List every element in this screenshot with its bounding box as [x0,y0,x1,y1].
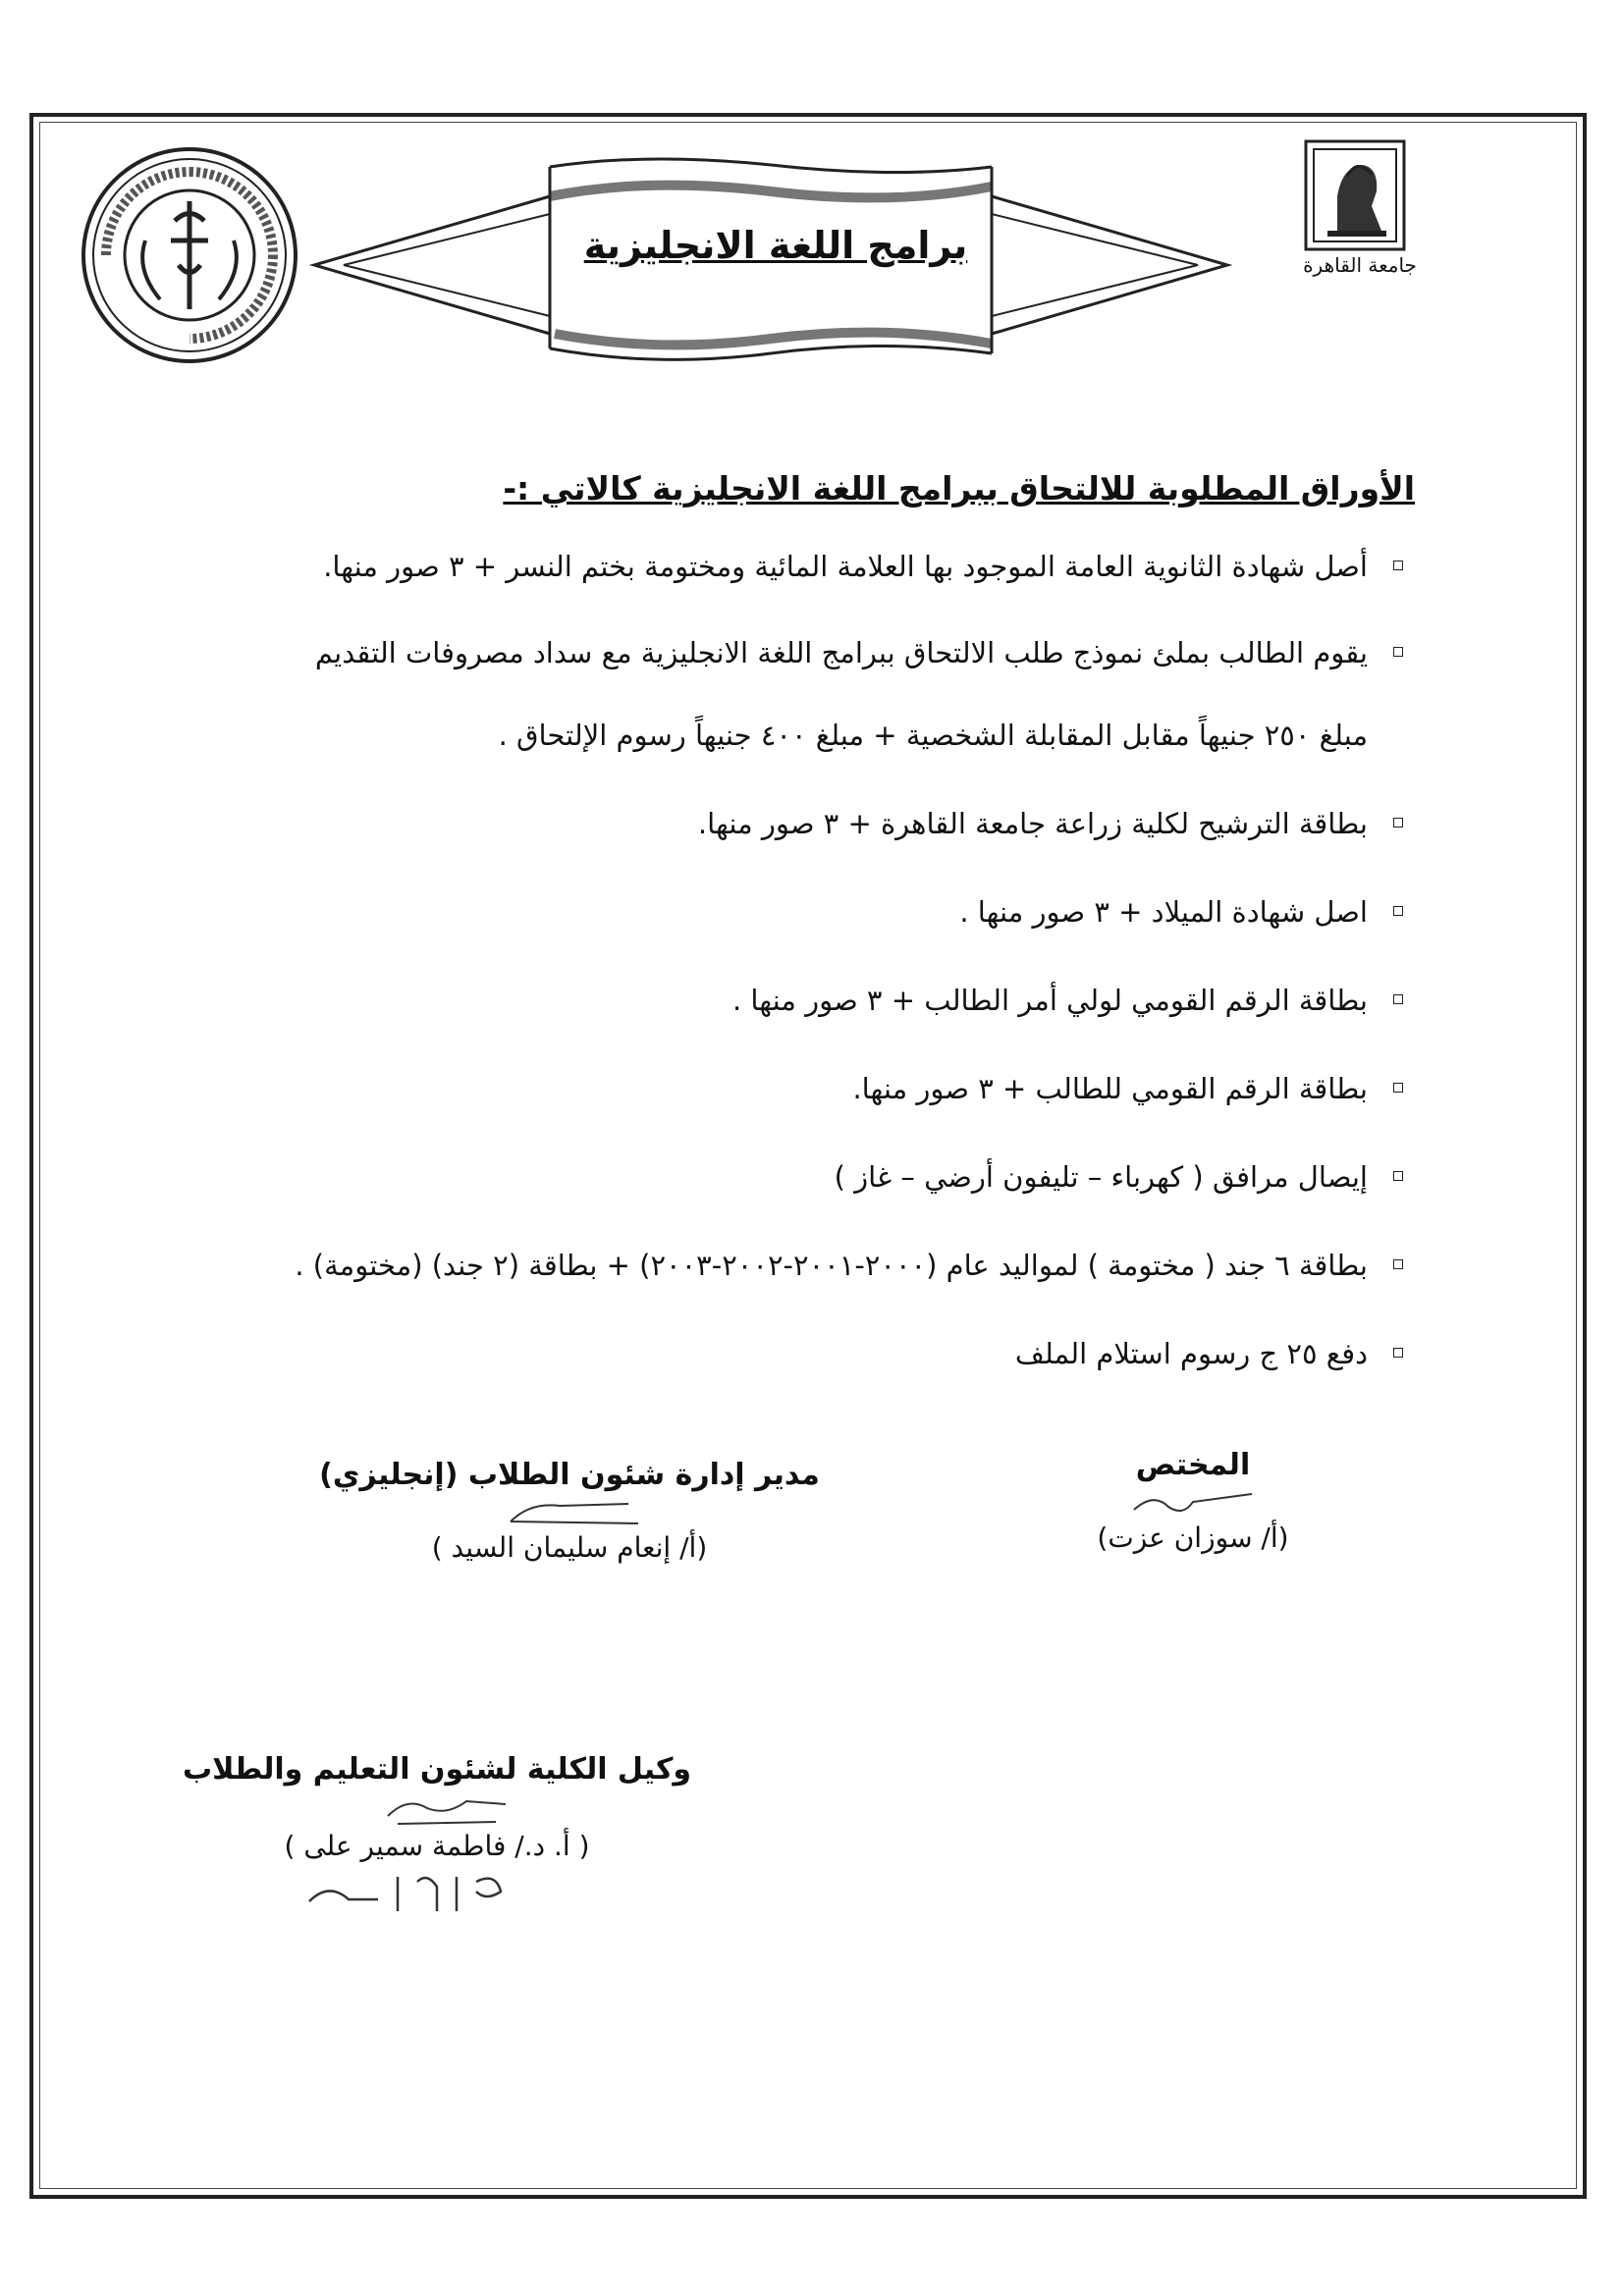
handwritten-date [290,1862,584,1921]
bullet-icon [1393,1259,1403,1269]
logo-caption: جامعة القاهرة [1303,253,1417,277]
bullet-icon [1393,994,1403,1004]
list-item: دفع ٢٥ ج رسوم استلام الملف [83,1332,1368,1375]
director-title: مدير إدارة شئون الطلاب (إنجليزي) [319,1458,820,1492]
list-item: أصل شهادة الثانوية العامة الموجود بها العلامة المائية ومختومة بختم النسر + ٣ صور منها. [83,545,1368,588]
page-title: برامج اللغة الانجليزية [583,224,968,267]
specialist-title: المختص [1135,1448,1251,1482]
bullet-icon [1393,561,1403,570]
specialist-name: (أ/ سوزان عزت) [1097,1522,1289,1554]
bullet-icon [1393,647,1403,657]
requirements-list [83,545,1368,1375]
handwritten-signature [1124,1482,1262,1522]
list-item: بطاقة الرقم القومي لولي أمر الطالب + ٣ صور منها . [83,979,1368,1022]
specialist-signature-block [1070,1448,1316,1554]
director-name: (أ/ إنعام سليمان السيد ) [431,1531,708,1564]
handwritten-signature [358,1787,515,1830]
list-item: اصل شهادة الميلاد + ٣ صور منها . [83,890,1368,934]
director-signature-block [314,1458,825,1564]
list-item: يقوم الطالب بملئ نموذج طلب الالتحاق ببرامج اللغة الانجليزية مع سداد مصروفات التقديم [83,631,1368,674]
bullet-icon [1393,1083,1403,1093]
bullet-icon [1393,818,1403,828]
faculty-seal-logo [77,142,302,368]
bullet-icon [1393,1171,1403,1181]
list-item: بطاقة الرقم القومي للطالب + ٣ صور منها. [83,1067,1368,1110]
vice-dean-name: ( أ. د./ فاطمة سمير على ) [284,1830,590,1862]
list-item-continuation: مبلغ ٢٥٠ جنيهاً مقابل المقابلة الشخصية + مبلغ ٤٠٠ جنيهاً رسوم الإلتحاق . [498,719,1368,752]
list-item: بطاقة الترشيح لكلية زراعة جامعة القاهرة + ٣ صور منها. [83,802,1368,845]
handwritten-signature [491,1492,648,1531]
bullet-icon [1393,1348,1403,1358]
list-item: بطاقة ٦ جند ( مختومة ) لمواليد عام (٢٠٠٠-٢٠٠١-٢٠٠٢-٢٠٠٣) + بطاقة (٢ جند) (مختومة) . [83,1244,1368,1287]
vice-dean-signature-block [182,1752,692,1921]
list-item: إيصال مرافق ( كهرباء – تليفون أرضي – غاز ) [83,1155,1368,1199]
vice-dean-title: وكيل الكلية لشئون التعليم والطلاب [182,1752,692,1787]
section-heading: الأوراق المطلوبة للالتحاق ببرامج اللغة الانجليزية كالاتي :- [503,469,1415,507]
bullet-icon [1393,906,1403,916]
